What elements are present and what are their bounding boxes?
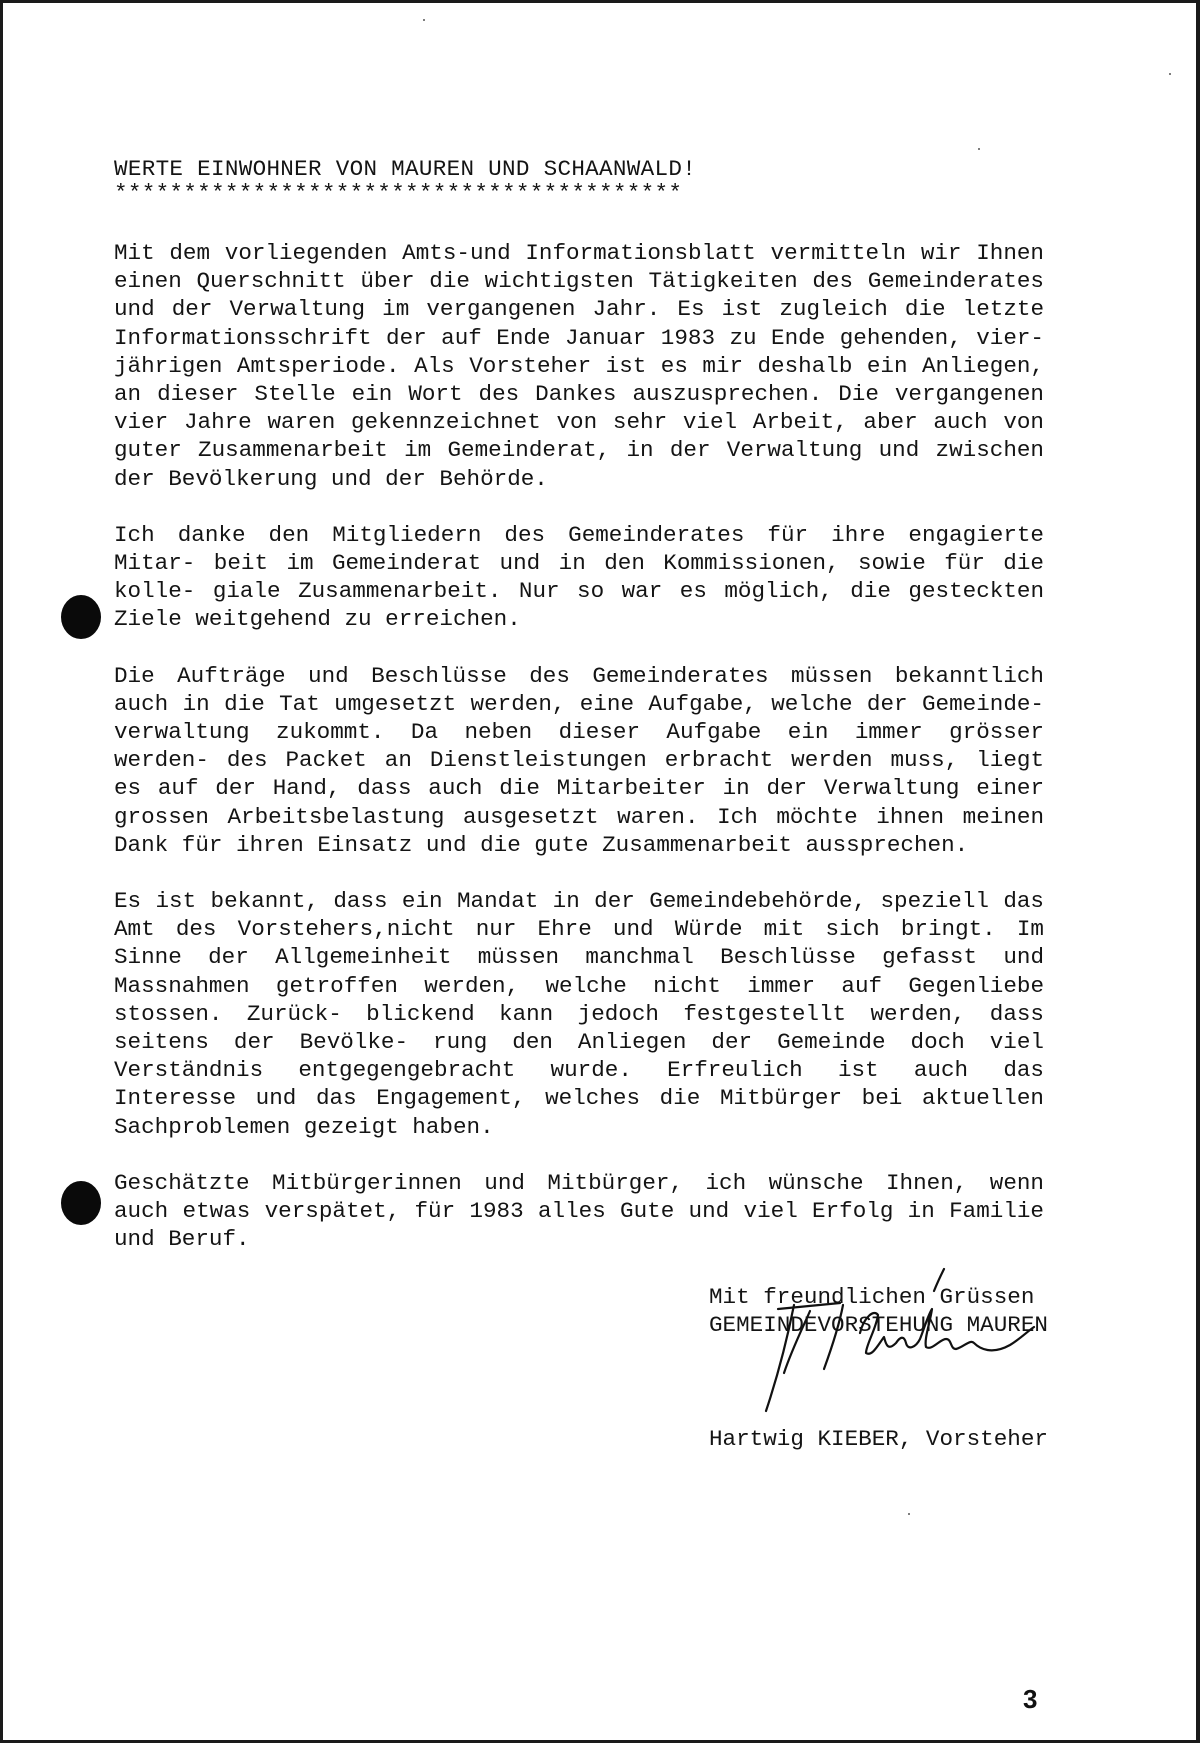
signature-stroke <box>860 1309 1034 1354</box>
closing-greeting: Mit freundlichen Grüssen <box>709 1284 1035 1310</box>
scan-speck <box>978 148 980 150</box>
scan-speck <box>1169 73 1171 75</box>
punch-hole <box>61 1181 101 1225</box>
paragraph-mandate: Es ist bekannt, dass ein Mandat in der Gemeindebehörde, speziell das Amt des Vorstehers,nicht nur Ehre und Würde mit sich bringt. Im Sinne der Allgemeinheit müssen manchmal Beschlüsse gefasst und Massnahmen getroffen werden, welche nicht immer auf Gegenliebe stossen. Zurück- blickend kann jedoch festgestellt werden, dass seitens der Bevölke- rung den Anliegen der Gemeinde doch viel Verständnis entgegengebracht wurde. Erfreulich ist auch das Interesse und das Engagement, welches die Mitbürger bei aktuellen Sachproblemen gezeigt haben. <box>114 888 1044 1140</box>
signature-stroke <box>784 1311 810 1373</box>
signature-stroke <box>934 1269 944 1291</box>
letter-heading: WERTE EINWOHNER VON MAUREN UND SCHAANWALD! <box>114 156 697 182</box>
signature-stroke <box>824 1305 843 1369</box>
signature-stroke <box>778 1303 840 1309</box>
letter-body <box>114 155 1044 1254</box>
page-number: 3 <box>1023 1684 1038 1714</box>
closing-organization: GEMEINDEVORSTEHUNG MAUREN <box>709 1312 1048 1338</box>
paragraph-thanks-council: Ich danke den Mitgliedern des Gemeinderates für ihre engagierte Mitar- beit im Gemeinderat und in den Kommissionen, sowie für die kolle- giale Zusammenarbeit. Nur so war es möglich, die gesteckten Ziele weitgehend zu erreichen. <box>114 521 1044 633</box>
handwritten-signature <box>748 1265 1048 1415</box>
paragraph-intro: Mit dem vorliegenden Amts-und Informationsblatt vermitteln wir Ihnen einen Querschnitt über die wichtigsten Tätigkeiten des Gemeinderates und der Verwaltung im vergangenen Jahr. Es ist zugleich die letzte Informationsschrift der auf Ende Januar 1983 zu Ende gehenden, vier- jährigen Amtsperiode. Als Vorsteher ist es mir deshalb ein Anliegen, an dieser Stelle ein Wort des Dankes auszusprechen. Die vergangenen vier Jahre waren gekennzeichnet von sehr viel Arbeit, aber auch von guter Zusammenarbeit im Gemeinderat, in der Verwaltung und zwischen der Bevölkerung und der Behörde. <box>114 240 1044 492</box>
signer-name: Hartwig KIEBER, Vorsteher <box>709 1426 1048 1452</box>
paragraph-thanks-administration: Die Aufträge und Beschlüsse des Gemeinderates müssen bekanntlich auch in die Tat umgesetzt werden, eine Aufgabe, welche der Gemeinde- verwaltung zukommt. Da neben dieser Aufgabe ein immer grösser werden- des Packet an Dienstleistungen erbracht werden muss, liegt es auf der Hand, dass auch die Mitarbeiter in der Verwaltung einer grossen Arbeitsbelastung ausgesetzt waren. Ich möchte ihnen meinen Dank für ihren Einsatz und die gute Zusammenarbeit aussprechen. <box>114 662 1044 858</box>
scan-speck <box>908 1513 910 1515</box>
punch-hole <box>61 595 101 639</box>
heading-underline: ***************************************** <box>114 180 683 206</box>
paragraph-wishes: Geschätzte Mitbürgerinnen und Mitbürger, ich wünsche Ihnen, wenn auch etwas verspätet, für 1983 alles Gute und viel Erfolg in Familie und Beruf. <box>114 1169 1044 1253</box>
scan-speck <box>423 19 425 21</box>
